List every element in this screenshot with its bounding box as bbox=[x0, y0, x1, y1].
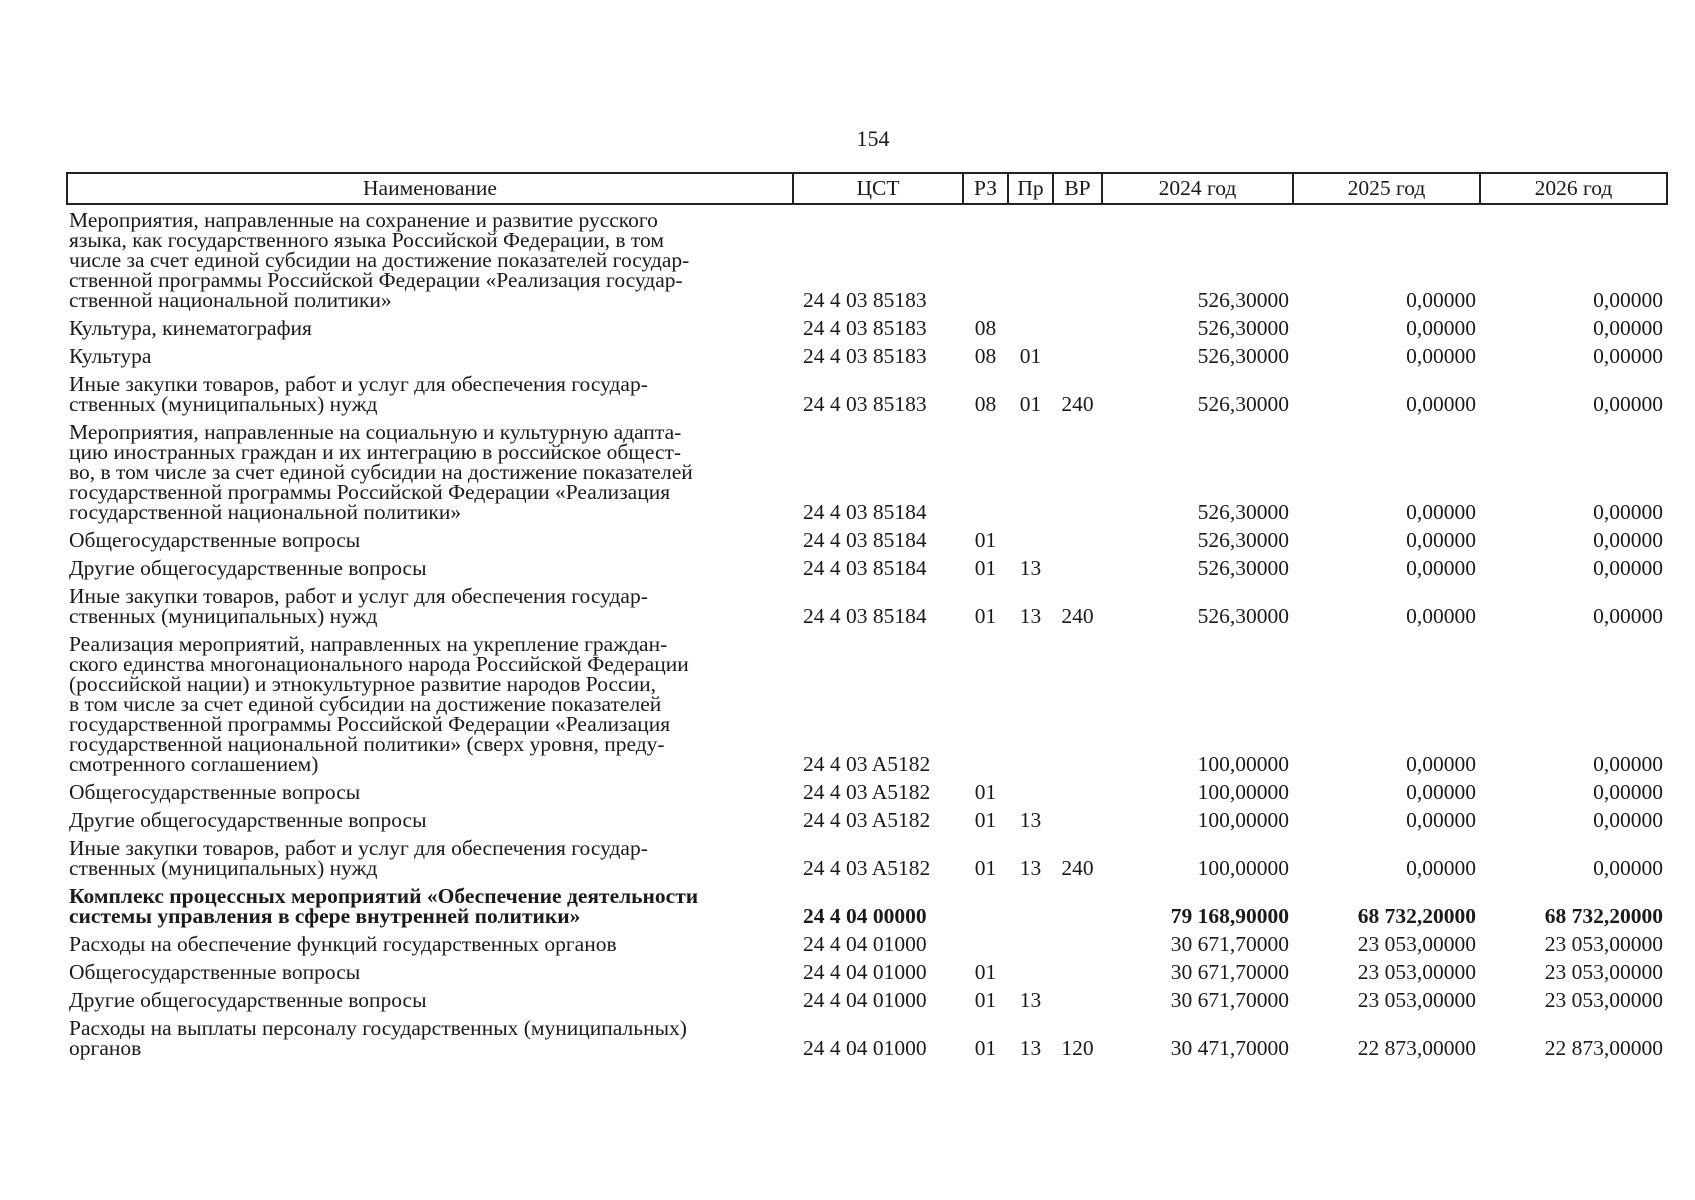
table-row bbox=[67, 313, 1667, 341]
name-line: Культура, кинематография bbox=[69, 316, 312, 340]
cell-2026: 0,00000 bbox=[1593, 288, 1663, 312]
header-2026: 2026 год bbox=[1480, 173, 1667, 204]
cell-2024: 526,30000 bbox=[1197, 344, 1289, 368]
cell-rz: 01 bbox=[974, 556, 997, 580]
table-row bbox=[67, 369, 1667, 417]
cell-vr bbox=[1053, 957, 1102, 985]
cell-2024: 526,30000 bbox=[1197, 288, 1289, 312]
name-line: Культура bbox=[69, 344, 152, 368]
cell-name bbox=[67, 417, 793, 525]
cell-name bbox=[67, 929, 793, 957]
cell-pr: 13 bbox=[1019, 556, 1042, 580]
cell-pr bbox=[1008, 204, 1053, 313]
cell-2025: 22 873,00000 bbox=[1357, 1036, 1476, 1060]
cell-cst: 24 4 03 85184 bbox=[803, 604, 927, 628]
cell-2025: 0,00000 bbox=[1406, 500, 1476, 524]
name-line: Общегосударственные вопросы bbox=[69, 960, 361, 984]
cell-name bbox=[67, 957, 793, 985]
name-line: Другие общегосударственные вопросы bbox=[69, 556, 427, 580]
cell-2025: 0,00000 bbox=[1406, 556, 1476, 580]
name-line: Мероприятия, направленные на сохранение и развитие русского bbox=[69, 208, 658, 232]
cell-cst: 24 4 03 A5182 bbox=[803, 780, 931, 804]
cell-2026: 0,00000 bbox=[1593, 528, 1663, 552]
cell-2024: 526,30000 bbox=[1197, 604, 1289, 628]
cell-2026: 0,00000 bbox=[1593, 780, 1663, 804]
cell-2025: 0,00000 bbox=[1406, 344, 1476, 368]
cell-pr: 13 bbox=[1019, 856, 1042, 880]
name-line: языка, как государственного языка Российской Федерации, в том bbox=[69, 228, 664, 252]
table-row bbox=[67, 581, 1667, 629]
table-row bbox=[67, 525, 1667, 553]
cell-vr bbox=[1053, 881, 1102, 929]
cell-cst: 24 4 04 01000 bbox=[803, 1036, 927, 1060]
cell-2026: 0,00000 bbox=[1593, 344, 1663, 368]
name-line: ственных (муниципальных) нужд bbox=[69, 856, 378, 880]
cell-2024: 100,00000 bbox=[1197, 808, 1289, 832]
name-line: во, в том числе за счет единой субсидии на достижение показателей bbox=[69, 460, 693, 484]
cell-2026: 23 053,00000 bbox=[1544, 988, 1663, 1012]
cell-cst: 24 4 03 A5182 bbox=[803, 752, 931, 776]
name-line: ственной программы Российской Федерации «Реализация государ- bbox=[69, 268, 683, 292]
cell-2026: 0,00000 bbox=[1593, 500, 1663, 524]
cell-vr bbox=[1053, 204, 1102, 313]
cell-2025: 68 732,20000 bbox=[1357, 904, 1476, 928]
cell-rz bbox=[963, 629, 1008, 777]
cell-name bbox=[67, 553, 793, 581]
cell-rz: 01 bbox=[974, 604, 997, 628]
cell-2024: 526,30000 bbox=[1197, 316, 1289, 340]
name-line: Общегосударственные вопросы bbox=[69, 780, 361, 804]
cell-vr bbox=[1053, 341, 1102, 369]
cell-name bbox=[67, 204, 793, 313]
cell-rz bbox=[963, 417, 1008, 525]
cell-pr: 13 bbox=[1019, 808, 1042, 832]
cell-vr bbox=[1053, 777, 1102, 805]
cell-cst: 24 4 04 00000 bbox=[803, 904, 927, 928]
cell-pr bbox=[1008, 929, 1053, 957]
table-row bbox=[67, 1013, 1667, 1061]
name-line: Реализация мероприятий, направленных на укрепление граждан- bbox=[69, 632, 668, 656]
cell-cst: 24 4 04 01000 bbox=[803, 988, 927, 1012]
cell-2025: 23 053,00000 bbox=[1357, 960, 1476, 984]
name-line: Расходы на обеспечение функций государственных органов bbox=[69, 932, 617, 956]
table-row bbox=[67, 805, 1667, 833]
header-name: Наименование bbox=[67, 173, 793, 204]
budget-table bbox=[66, 172, 1668, 1061]
cell-name bbox=[67, 881, 793, 929]
cell-2026: 0,00000 bbox=[1593, 316, 1663, 340]
name-line: (российской нации) и этнокультурное развитие народов России, bbox=[69, 672, 656, 696]
cell-2026: 22 873,00000 bbox=[1544, 1036, 1663, 1060]
cell-cst: 24 4 03 85183 bbox=[803, 316, 927, 340]
cell-cst: 24 4 03 85183 bbox=[803, 288, 927, 312]
name-line: Расходы на выплаты персоналу государственных (муниципальных) bbox=[69, 1016, 687, 1040]
header-2025: 2025 год bbox=[1293, 173, 1480, 204]
cell-pr: 13 bbox=[1019, 988, 1042, 1012]
cell-rz bbox=[963, 204, 1008, 313]
cell-2024: 526,30000 bbox=[1197, 500, 1289, 524]
cell-pr: 01 bbox=[1019, 344, 1042, 368]
cell-name bbox=[67, 341, 793, 369]
name-line: Иные закупки товаров, работ и услуг для обеспечения государ- bbox=[69, 372, 648, 396]
cell-rz bbox=[963, 929, 1008, 957]
cell-rz: 08 bbox=[974, 392, 997, 416]
cell-2024: 30 471,70000 bbox=[1170, 1036, 1289, 1060]
name-line: Иные закупки товаров, работ и услуг для обеспечения государ- bbox=[69, 584, 648, 608]
page-number: 154 bbox=[856, 126, 890, 151]
cell-vr: 240 bbox=[1061, 392, 1094, 416]
table-header-row bbox=[67, 173, 1667, 204]
table-row bbox=[67, 881, 1667, 929]
name-line: Мероприятия, направленные на социальную и культурную адапта- bbox=[69, 420, 682, 444]
cell-2024: 79 168,90000 bbox=[1170, 904, 1289, 928]
cell-vr bbox=[1053, 985, 1102, 1013]
table-row bbox=[67, 985, 1667, 1013]
cell-name bbox=[67, 629, 793, 777]
cell-2026: 0,00000 bbox=[1593, 808, 1663, 832]
cell-cst: 24 4 04 01000 bbox=[803, 960, 927, 984]
cell-2026: 0,00000 bbox=[1593, 604, 1663, 628]
name-line: ственных (муниципальных) нужд bbox=[69, 604, 378, 628]
name-line: Другие общегосударственные вопросы bbox=[69, 988, 427, 1012]
cell-cst: 24 4 03 85183 bbox=[803, 344, 927, 368]
cell-2024: 30 671,70000 bbox=[1170, 932, 1289, 956]
name-line: государственной национальной политики» (сверх уровня, преду- bbox=[69, 732, 665, 756]
header-pr: Пр bbox=[1008, 173, 1053, 204]
name-line: ственных (муниципальных) нужд bbox=[69, 392, 378, 416]
name-line: органов bbox=[69, 1036, 142, 1060]
name-line: государственной программы Российской Федерации «Реализация bbox=[69, 480, 671, 504]
cell-2024: 100,00000 bbox=[1197, 856, 1289, 880]
cell-vr: 120 bbox=[1061, 1036, 1094, 1060]
cell-name bbox=[67, 1013, 793, 1061]
cell-2026: 23 053,00000 bbox=[1544, 960, 1663, 984]
header-vr: ВР bbox=[1053, 173, 1102, 204]
cell-vr: 240 bbox=[1061, 604, 1094, 628]
cell-2024: 526,30000 bbox=[1197, 392, 1289, 416]
name-line: государственной национальной политики» bbox=[69, 500, 462, 524]
name-line: Комплекс процессных мероприятий «Обеспечение деятельности bbox=[69, 884, 699, 908]
cell-2024: 526,30000 bbox=[1197, 556, 1289, 580]
cell-2024: 526,30000 bbox=[1197, 528, 1289, 552]
cell-2025: 0,00000 bbox=[1406, 752, 1476, 776]
cell-rz: 01 bbox=[974, 1036, 997, 1060]
cell-2025: 0,00000 bbox=[1406, 528, 1476, 552]
cell-cst: 24 4 03 A5182 bbox=[803, 808, 931, 832]
cell-vr bbox=[1053, 313, 1102, 341]
cell-2024: 30 671,70000 bbox=[1170, 960, 1289, 984]
cell-rz: 08 bbox=[974, 316, 997, 340]
cell-vr bbox=[1053, 629, 1102, 777]
cell-vr bbox=[1053, 525, 1102, 553]
cell-2025: 0,00000 bbox=[1406, 780, 1476, 804]
cell-cst: 24 4 03 85184 bbox=[803, 556, 927, 580]
cell-2025: 0,00000 bbox=[1406, 856, 1476, 880]
cell-2025: 0,00000 bbox=[1406, 808, 1476, 832]
name-line: системы управления в сфере внутренней политики» bbox=[69, 904, 581, 928]
cell-rz bbox=[963, 881, 1008, 929]
cell-cst: 24 4 03 85184 bbox=[803, 500, 927, 524]
cell-vr bbox=[1053, 417, 1102, 525]
cell-pr bbox=[1008, 417, 1053, 525]
cell-pr: 13 bbox=[1019, 1036, 1042, 1060]
table-row bbox=[67, 957, 1667, 985]
cell-2025: 23 053,00000 bbox=[1357, 932, 1476, 956]
cell-cst: 24 4 03 85183 bbox=[803, 392, 927, 416]
name-line: Иные закупки товаров, работ и услуг для обеспечения государ- bbox=[69, 836, 648, 860]
cell-2026: 68 732,20000 bbox=[1544, 904, 1663, 928]
cell-2024: 30 671,70000 bbox=[1170, 988, 1289, 1012]
cell-vr bbox=[1053, 553, 1102, 581]
name-line: государственной программы Российской Федерации «Реализация bbox=[69, 712, 671, 736]
cell-vr: 240 bbox=[1061, 856, 1094, 880]
cell-2025: 0,00000 bbox=[1406, 288, 1476, 312]
cell-vr bbox=[1053, 805, 1102, 833]
cell-name bbox=[67, 581, 793, 629]
table-row bbox=[67, 833, 1667, 881]
cell-2024: 100,00000 bbox=[1197, 752, 1289, 776]
table-row bbox=[67, 417, 1667, 525]
table-body bbox=[67, 204, 1667, 1061]
cell-name bbox=[67, 313, 793, 341]
cell-pr: 13 bbox=[1019, 604, 1042, 628]
table-row bbox=[67, 341, 1667, 369]
cell-name bbox=[67, 369, 793, 417]
cell-rz: 01 bbox=[974, 808, 997, 832]
cell-2025: 0,00000 bbox=[1406, 604, 1476, 628]
name-line: ского единства многонационального народа Российской Федерации bbox=[69, 652, 689, 676]
cell-2026: 0,00000 bbox=[1593, 856, 1663, 880]
cell-cst: 24 4 03 85184 bbox=[803, 528, 927, 552]
name-line: в том числе за счет единой субсидии на достижение показателей bbox=[69, 692, 662, 716]
table-row bbox=[67, 929, 1667, 957]
cell-pr bbox=[1008, 525, 1053, 553]
cell-2026: 0,00000 bbox=[1593, 556, 1663, 580]
cell-2025: 0,00000 bbox=[1406, 316, 1476, 340]
name-line: числе за счет единой субсидии на достижение показателей государ- bbox=[69, 248, 690, 272]
cell-pr bbox=[1008, 957, 1053, 985]
header-rz: РЗ bbox=[963, 173, 1008, 204]
name-line: Общегосударственные вопросы bbox=[69, 528, 361, 552]
cell-2024: 100,00000 bbox=[1197, 780, 1289, 804]
table-row bbox=[67, 204, 1667, 313]
cell-name bbox=[67, 777, 793, 805]
cell-vr bbox=[1053, 929, 1102, 957]
cell-pr bbox=[1008, 777, 1053, 805]
table-row bbox=[67, 553, 1667, 581]
name-line: ственной национальной политики» bbox=[69, 288, 392, 312]
cell-rz: 01 bbox=[974, 960, 997, 984]
name-line: цию иностранных граждан и их интеграцию в российское общест- bbox=[69, 440, 682, 464]
cell-pr bbox=[1008, 881, 1053, 929]
cell-2026: 0,00000 bbox=[1593, 392, 1663, 416]
cell-rz: 01 bbox=[974, 528, 997, 552]
cell-cst: 24 4 04 01000 bbox=[803, 932, 927, 956]
table-row bbox=[67, 777, 1667, 805]
cell-rz: 01 bbox=[974, 780, 997, 804]
cell-pr bbox=[1008, 313, 1053, 341]
cell-2026: 0,00000 bbox=[1593, 752, 1663, 776]
cell-name bbox=[67, 833, 793, 881]
name-line: смотренного соглашением) bbox=[69, 752, 319, 776]
header-cst: ЦСТ bbox=[793, 173, 963, 204]
header-2024: 2024 год bbox=[1102, 173, 1293, 204]
cell-2026: 23 053,00000 bbox=[1544, 932, 1663, 956]
cell-2025: 0,00000 bbox=[1406, 392, 1476, 416]
cell-name bbox=[67, 805, 793, 833]
cell-pr bbox=[1008, 629, 1053, 777]
cell-name bbox=[67, 525, 793, 553]
table-row bbox=[67, 629, 1667, 777]
cell-rz: 01 bbox=[974, 988, 997, 1012]
cell-2025: 23 053,00000 bbox=[1357, 988, 1476, 1012]
cell-name bbox=[67, 985, 793, 1013]
cell-rz: 01 bbox=[974, 856, 997, 880]
name-line: Другие общегосударственные вопросы bbox=[69, 808, 427, 832]
cell-cst: 24 4 03 A5182 bbox=[803, 856, 931, 880]
cell-rz: 08 bbox=[974, 344, 997, 368]
cell-pr: 01 bbox=[1019, 392, 1042, 416]
